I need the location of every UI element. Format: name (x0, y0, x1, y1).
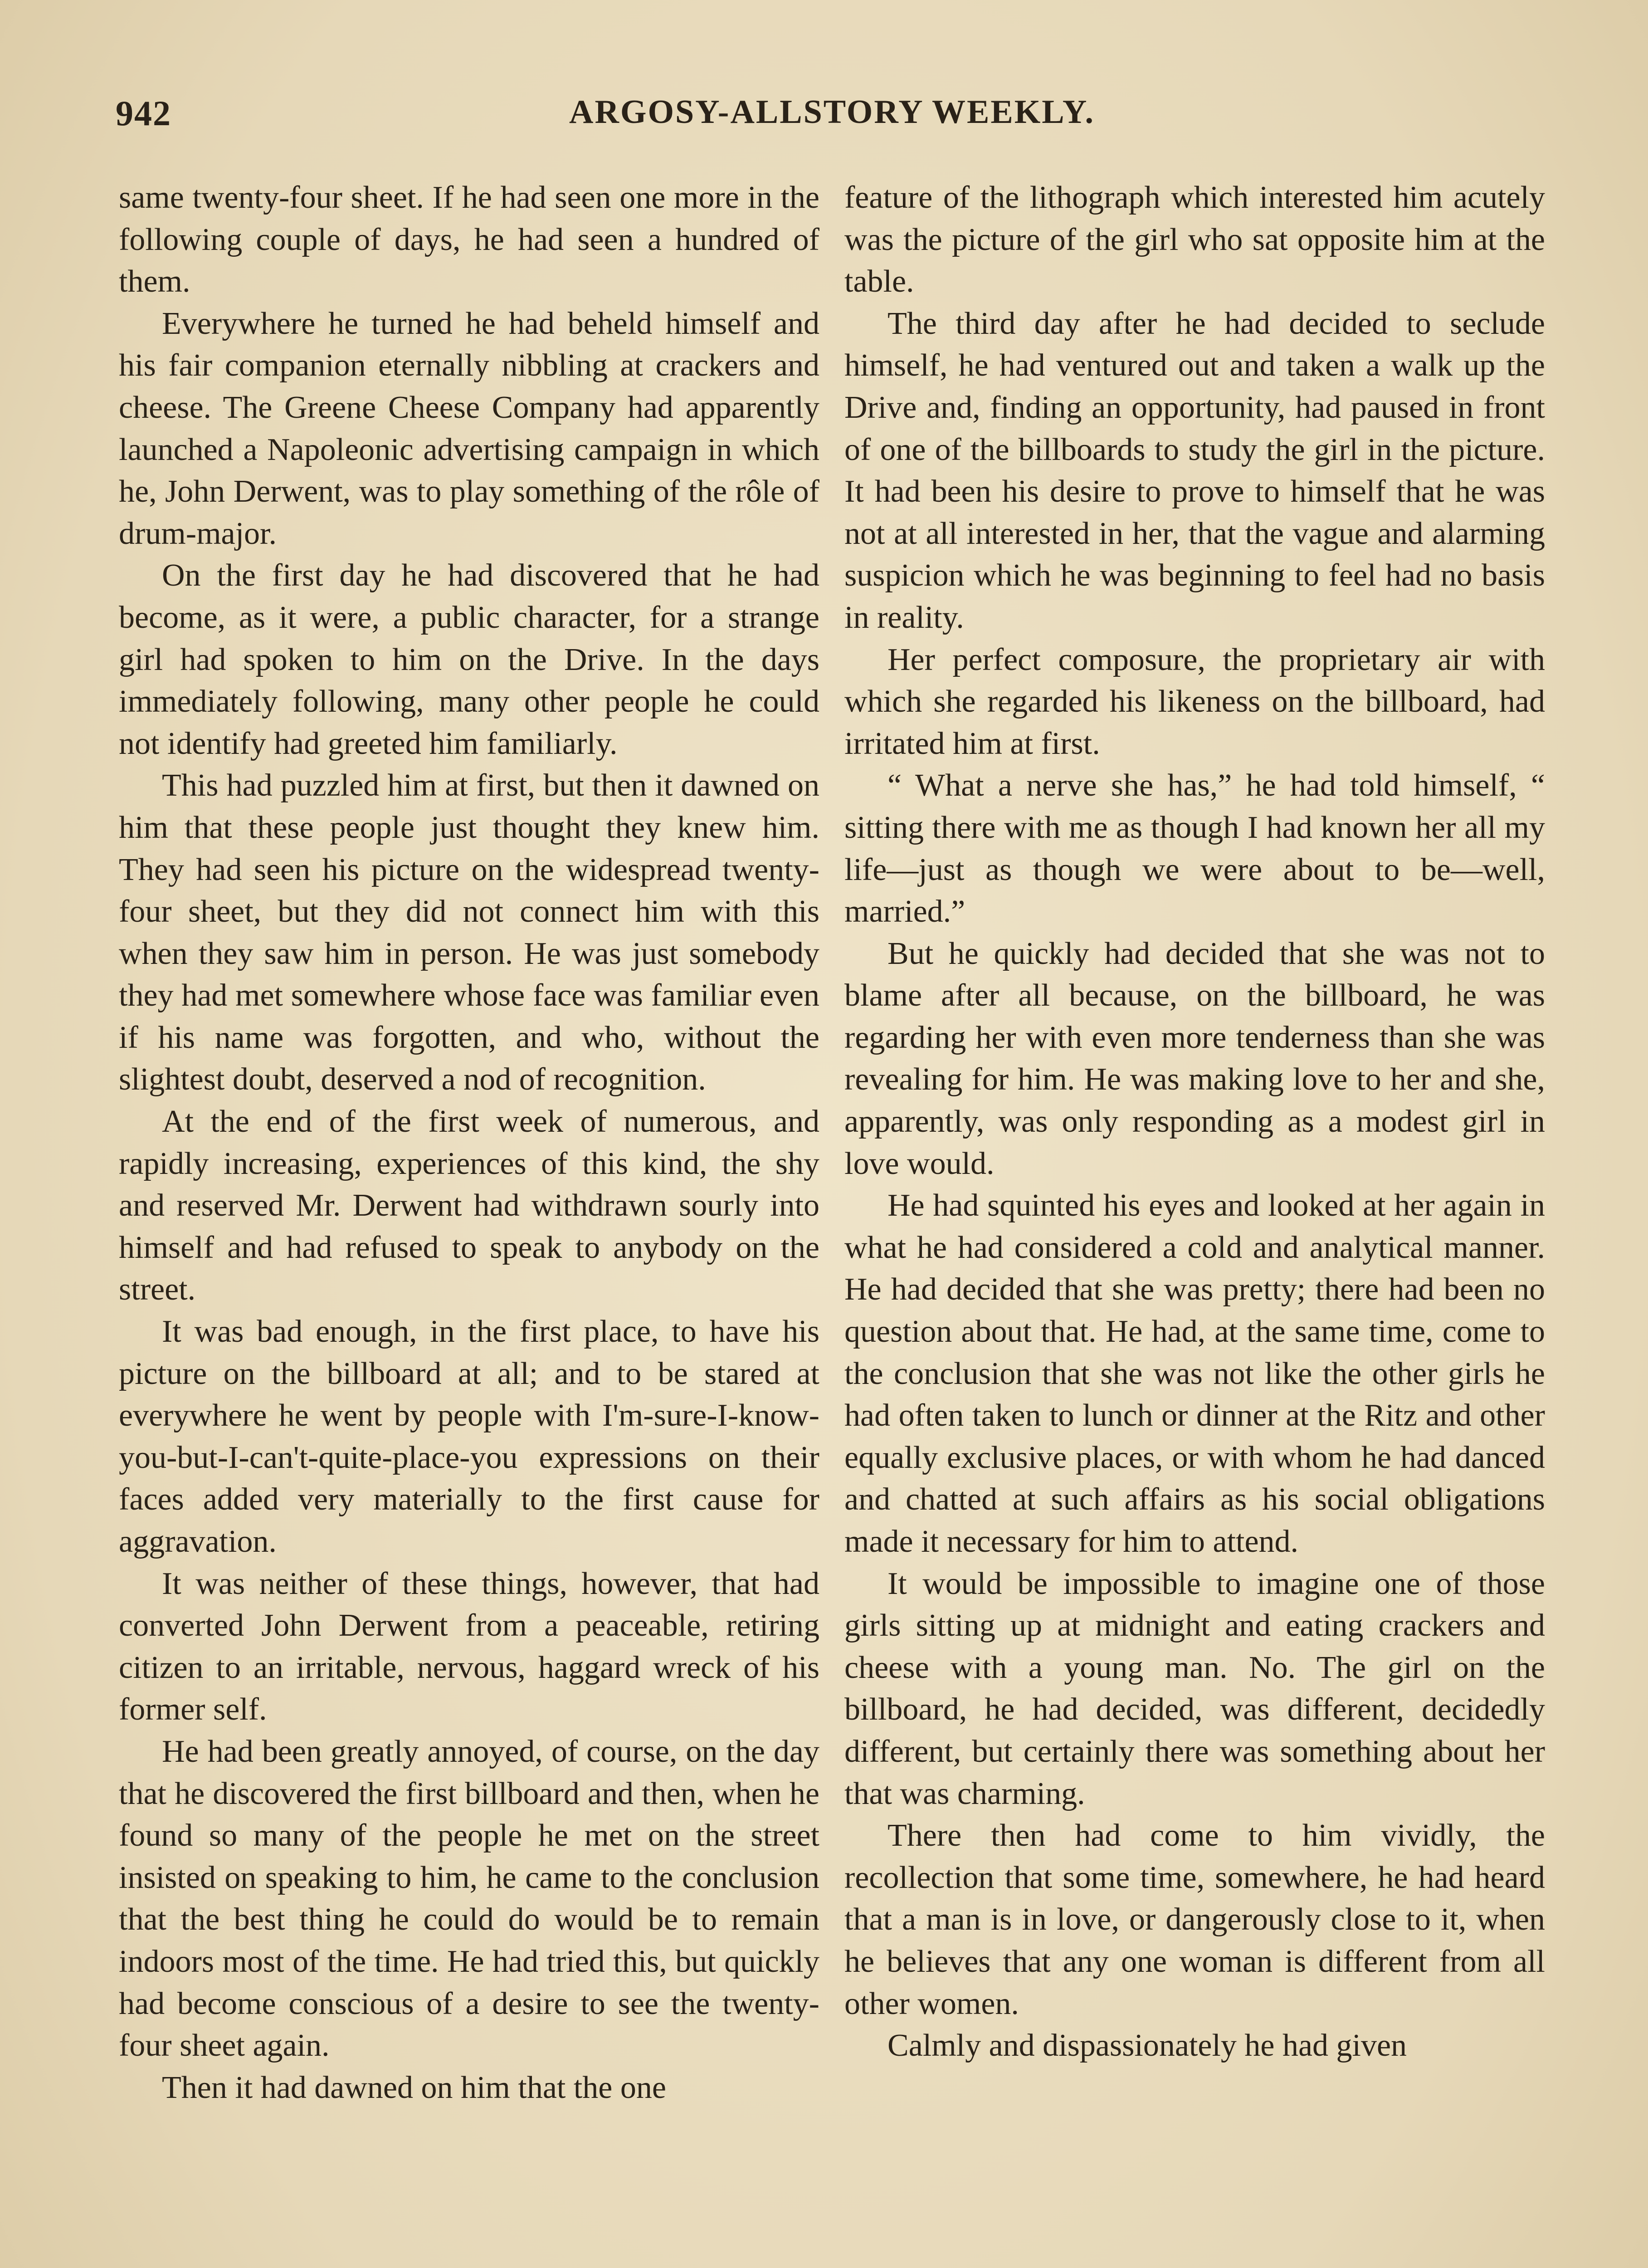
paragraph: Her perfect composure, the proprietary air with which she regarded his likeness on the billboard, had irritated him at first. (844, 642, 1545, 761)
paragraph: He had been greatly annoyed, of course, on the day that he discovered the first billboard and then, when he found so many of the people he met on the street insisted on speaking to him, he came to the conclusion that the best thing he could do would be to remain indoors most of the time. He had tried this, but quickly had become conscious of a desire to see the twenty-four sheet again. (119, 1734, 819, 2063)
paragraph: Then it had dawned on him that the one (162, 2070, 666, 2105)
running-title: ARGOSY-ALLSTORY WEEKLY. (569, 93, 1095, 131)
paragraph: The third day after he had decided to seclude himself, he had ventured out and taken a walk up the Drive and, finding an opportunity, had paused in front of one of the billboards to study the girl in the picture. It had been his desire to prove to himself that he was not at all interested in her, that the vague and alarming suspicion which he was beginning to feel had no basis in reality. (844, 306, 1545, 635)
paragraph: “ What a nerve she has,” he had told himself, “ sitting there with me as though I had known her all my life—just as though we were about to be—well, married.” (844, 768, 1545, 929)
paragraph: It was neither of these things, however, that had converted John Derwent from a peaceable, retiring citizen to an irritable, nervous, haggard wreck of his former self. (119, 1566, 819, 1727)
text-column-right (844, 177, 1545, 2067)
paragraph: same twenty-four sheet. If he had seen one more in the following couple of days, he had seen a hundred of them. (119, 180, 819, 299)
text-column-left (119, 177, 819, 2109)
paragraph: It was bad enough, in the first place, to have his picture on the billboard at all; and to be stared at everywhere he went by people with I'm-sure-I-know-you-but-I-can't-quite-place-you expressions on their faces added very materially to the first cause for aggravation. (119, 1314, 819, 1559)
paragraph: feature of the lithograph which interested him acutely was the picture of the girl who sat opposite him at the table. (844, 180, 1545, 299)
page-header (116, 93, 1540, 143)
paragraph: It would be impossible to imagine one of those girls sitting up at midnight and eating crackers and cheese with a young man. No. The girl on the billboard, he had decided, was different, decidedly different, but certainly there was something about her that was charming. (844, 1566, 1545, 1811)
paragraph: Calmly and dispassionately he had given (887, 2028, 1407, 2063)
paragraph: But he quickly had decided that she was not to blame after all because, on the billboard, he was regarding her with even more tenderness than she was revealing for him. He was making love to her and she, apparently, was only responding as a modest girl in love would. (844, 936, 1545, 1181)
paragraph: This had puzzled him at first, but then it dawned on him that these people just thought they knew him. They had seen his picture on the widespread twenty-four sheet, but they did not connect him with this when they saw him in person. He was just somebody they had met somewhere whose face was familiar even if his name was forgotten, and who, without the slightest doubt, deserved a nod of recognition. (119, 768, 819, 1097)
paragraph: There then had come to him vividly, the recollection that some time, somewhere, he had heard that a man is in love, or dangerously close to it, when he believes that any one woman is different from all other women. (844, 1818, 1545, 2021)
page-number: 942 (116, 93, 171, 133)
paragraph: On the first day he had discovered that he had become, as it were, a public character, for a strange girl had spoken to him on the Drive. In the days immediately following, many other people he could not identify had greeted him familiarly. (119, 558, 819, 761)
paragraph: He had squinted his eyes and looked at her again in what he had considered a cold and analytical manner. He had decided that she was pretty; there had been no question about that. He had, at the same time, come to the conclusion that she was not like the other girls he had often taken to lunch or dinner at the Ritz and other equally exclusive places, or with whom he had danced and chatted at such affairs as his social obligations made it necessary for him to attend. (844, 1188, 1545, 1559)
paragraph: Everywhere he turned he had beheld himself and his fair companion eternally nibbling at crackers and cheese. The Greene Cheese Company had apparently launched a Napoleonic advertising campaign in which he, John Derwent, was to play something of the rôle of drum-major. (119, 306, 819, 551)
paragraph: At the end of the first week of numerous, and rapidly increasing, experiences of this kind, the shy and reserved Mr. Derwent had withdrawn sourly into himself and had refused to speak to anybody on the street. (119, 1104, 819, 1307)
